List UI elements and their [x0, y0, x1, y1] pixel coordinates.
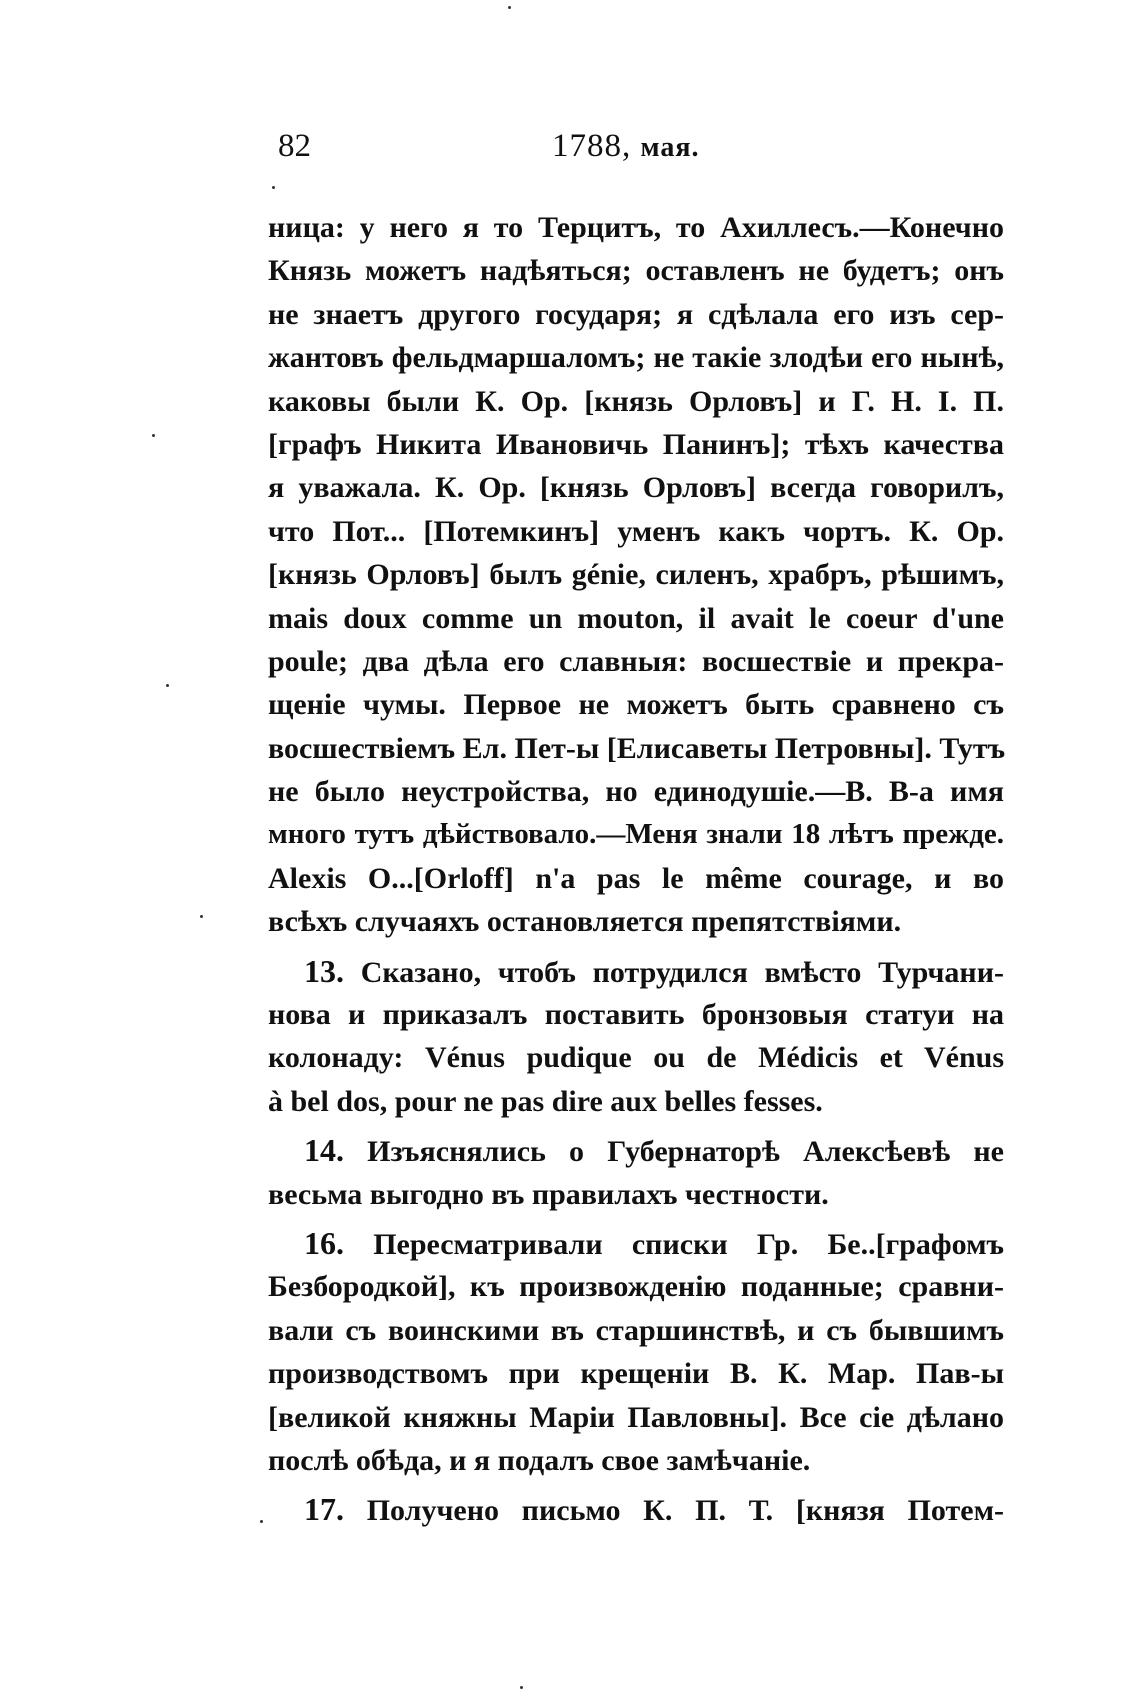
text-line: много тутъ дѣйствовало.—Меня знали 18 лѣтъ прежде.: [268, 818, 1004, 851]
running-head: [552, 128, 700, 165]
text-line: [графъ Никита Ивановичь Панинъ]; тѣхъ качества: [268, 427, 1004, 461]
entry-text: Изъяснялись о Губернаторѣ Алексѣевѣ не: [367, 1135, 1004, 1169]
text-line: Alexis O...[Orloff] n'a pas le même courage, и во: [268, 861, 1004, 895]
header-month: мая.: [640, 132, 700, 163]
text-line: [268, 1488, 1004, 1531]
entry-13: [268, 950, 1004, 1124]
text-line: [268, 1222, 1004, 1265]
text-line: восшествіемъ Ел. Пет-ы [Елисаветы Петровны]. Тутъ: [268, 731, 1006, 765]
text-line: щеніе чумы. Первое не можетъ быть сравнено съ: [268, 688, 1004, 722]
entry-17: [268, 1488, 1004, 1531]
entry-16: [268, 1222, 1004, 1482]
body-text: [268, 206, 1004, 1532]
text-line: вали съ воинскими въ старшинствѣ, и съ бывшимъ: [268, 1313, 1004, 1347]
text-line: послѣ обѣда, и я подалъ свое замѣчаніе.: [268, 1443, 811, 1477]
scan-speck: [166, 684, 169, 687]
header-year: 1788,: [552, 128, 632, 164]
page-number: 82: [278, 128, 311, 164]
text-line: не знаетъ другого государя; я сдѣлала его изъ сер-: [268, 297, 1004, 331]
page-header: [270, 128, 1010, 178]
text-line: Безбородкой], къ произвожденію поданные; сравни-: [268, 1270, 1004, 1304]
entry-text: Получено письмо К. П. Т. [князя Потем-: [366, 1494, 1005, 1528]
scan-speck: [520, 1686, 523, 1689]
text-line: что Пот... [Потемкинъ] уменъ какъ чортъ. К. Ор.: [268, 514, 1004, 548]
text-line: нова и приказалъ поставить бронзовыя статуи на: [268, 998, 1004, 1032]
entry-number: 14.: [304, 1132, 344, 1169]
entry-14: [268, 1129, 1004, 1216]
text-line: poule; два дѣла его славныя: восшествіе и прекра-: [268, 644, 1004, 678]
entry-number: 16.: [304, 1224, 344, 1261]
text-line: [268, 1129, 1004, 1172]
text-line: ница: у него я то Терцитъ, то Ахиллесъ.—Конечно: [268, 211, 1004, 244]
text-line: я уважала. К. Ор. [князь Орловъ] всегда говорилъ,: [268, 471, 1004, 505]
text-line: производствомъ при крещеніи В. К. Мар. Пав-ы: [268, 1357, 1004, 1391]
text-line: [268, 950, 1004, 993]
text-line: колонаду: Vénus pudique ou de Médicis et Vénus: [268, 1041, 1004, 1075]
scan-speck: [200, 915, 203, 918]
text-line: весьма выгодно въ правилахъ честности.: [268, 1177, 829, 1211]
text-line: à bel dos, pour ne pas dire aux belles fesses.: [268, 1084, 823, 1118]
text-line: [князь Орловъ] былъ génie, силенъ, храбръ, рѣшимъ,: [268, 558, 1004, 592]
text-line: не было неустройства, но единодушіе.—В. В-а имя: [268, 775, 1004, 809]
entry-number: 13.: [304, 952, 344, 989]
text-line: каковы были К. Ор. [князь Орловъ] и Г. Н. І. П.: [268, 384, 1004, 418]
entry-text: Пересматривали списки Гр. Бе..[графомъ: [373, 1227, 1005, 1261]
scan-speck: [272, 186, 275, 189]
paragraph: [268, 206, 1004, 944]
text-line: Князь можетъ надѣяться; оставленъ не будетъ; онъ: [268, 254, 1004, 288]
scan-speck: [152, 434, 155, 437]
text-line: mais doux comme un mouton, il avait le coeur d'une: [268, 601, 1004, 635]
scan-speck: [508, 6, 511, 9]
entry-text: Сказано, чтобъ потрудился вмѣсто Турчани-: [360, 955, 1004, 989]
text-line: жантовъ фельдмаршаломъ; не такіе злодѣи его нынѣ,: [268, 341, 1004, 375]
entry-number: 17.: [304, 1491, 344, 1528]
scan-speck: [260, 1520, 263, 1523]
text-line: всѣхъ случаяхъ остановляется препятствіями.: [268, 905, 902, 939]
text-line: [великой княжны Маріи Павловны]. Все сіе дѣлано: [268, 1400, 1004, 1434]
